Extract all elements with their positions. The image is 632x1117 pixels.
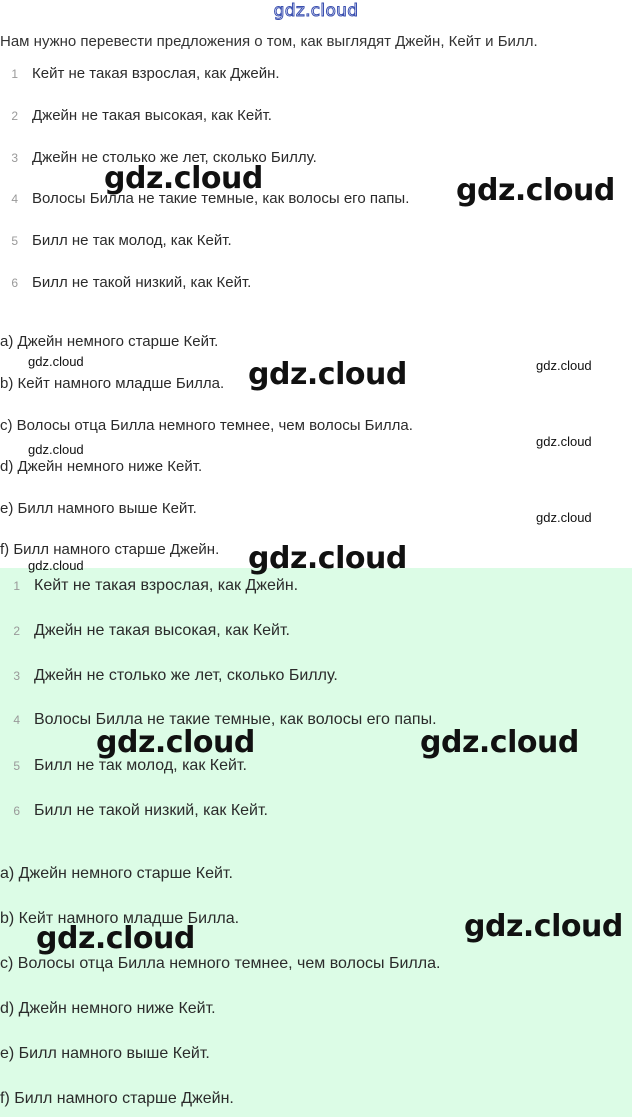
site-logo[interactable]: gdz.cloud xyxy=(273,1,359,21)
list-item: f) Билл намного старше Джейн. xyxy=(0,1090,234,1107)
list-item: a) Джейн немного старше Кейт. xyxy=(0,333,219,350)
watermark: gdz.cloud xyxy=(96,725,255,760)
watermark: gdz.cloud xyxy=(36,921,195,956)
watermark: gdz.cloud xyxy=(248,541,407,576)
list-item: c) Волосы отца Билла немного темнее, чем волосы Билла. xyxy=(0,955,441,972)
list-item: d) Джейн немного ниже Кейт. xyxy=(0,1000,216,1017)
list-item: 4 Волосы Билла не такие темные, как волосы его папы. xyxy=(11,190,410,207)
watermark: gdz.cloud xyxy=(536,434,592,449)
list-item: 3 Джейн не столько же лет, сколько Биллу. xyxy=(13,667,338,684)
list-item: 5 Билл не так молод, как Кейт. xyxy=(13,757,247,774)
list-item: 2 Джейн не такая высокая, как Кейт. xyxy=(13,622,290,639)
list-item: e) Билл намного выше Кейт. xyxy=(0,1045,210,1062)
list-item: 6 Билл не такой низкий, как Кейт. xyxy=(11,274,252,291)
watermark: gdz.cloud xyxy=(28,354,84,369)
list-item: b) Кейт намного младше Билла. xyxy=(0,375,225,392)
watermark: gdz.cloud xyxy=(28,558,84,573)
watermark: gdz.cloud xyxy=(536,510,592,525)
list-item: 5 Билл не так молод, как Кейт. xyxy=(11,232,232,249)
list-item: 2 Джейн не такая высокая, как Кейт. xyxy=(11,107,272,124)
watermark: gdz.cloud xyxy=(248,357,407,392)
list-item: 3 Джейн не столько же лет, сколько Биллу. xyxy=(11,149,317,166)
watermark: gdz.cloud xyxy=(104,161,263,196)
list-item: f) Билл намного старше Джейн. xyxy=(0,541,220,558)
list-item: e) Билл намного выше Кейт. xyxy=(0,500,197,517)
list-item: 1 Кейт не такая взрослая, как Джейн. xyxy=(11,65,280,82)
watermark: gdz.cloud xyxy=(456,173,615,208)
list-item: 4 Волосы Билла не такие темные, как волосы его папы. xyxy=(13,711,437,728)
watermark: gdz.cloud xyxy=(28,442,84,457)
list-item: c) Волосы отца Билла немного темнее, чем волосы Билла. xyxy=(0,417,413,434)
list-item: d) Джейн немного ниже Кейт. xyxy=(0,458,203,475)
watermark: gdz.cloud xyxy=(420,725,579,760)
list-item: 6 Билл не такой низкий, как Кейт. xyxy=(13,802,268,819)
answer-box xyxy=(0,568,632,1117)
list-item: b) Кейт намного младше Билла. xyxy=(0,910,240,927)
watermark: gdz.cloud xyxy=(464,909,623,944)
watermark: gdz.cloud xyxy=(536,358,592,373)
list-item: 1 Кейт не такая взрослая, как Джейн. xyxy=(13,577,299,594)
list-item: a) Джейн немного старше Кейт. xyxy=(0,865,233,882)
intro-text: Нам нужно перевести предложения о том, как выглядят Джейн, Кейт и Билл. xyxy=(0,33,538,50)
